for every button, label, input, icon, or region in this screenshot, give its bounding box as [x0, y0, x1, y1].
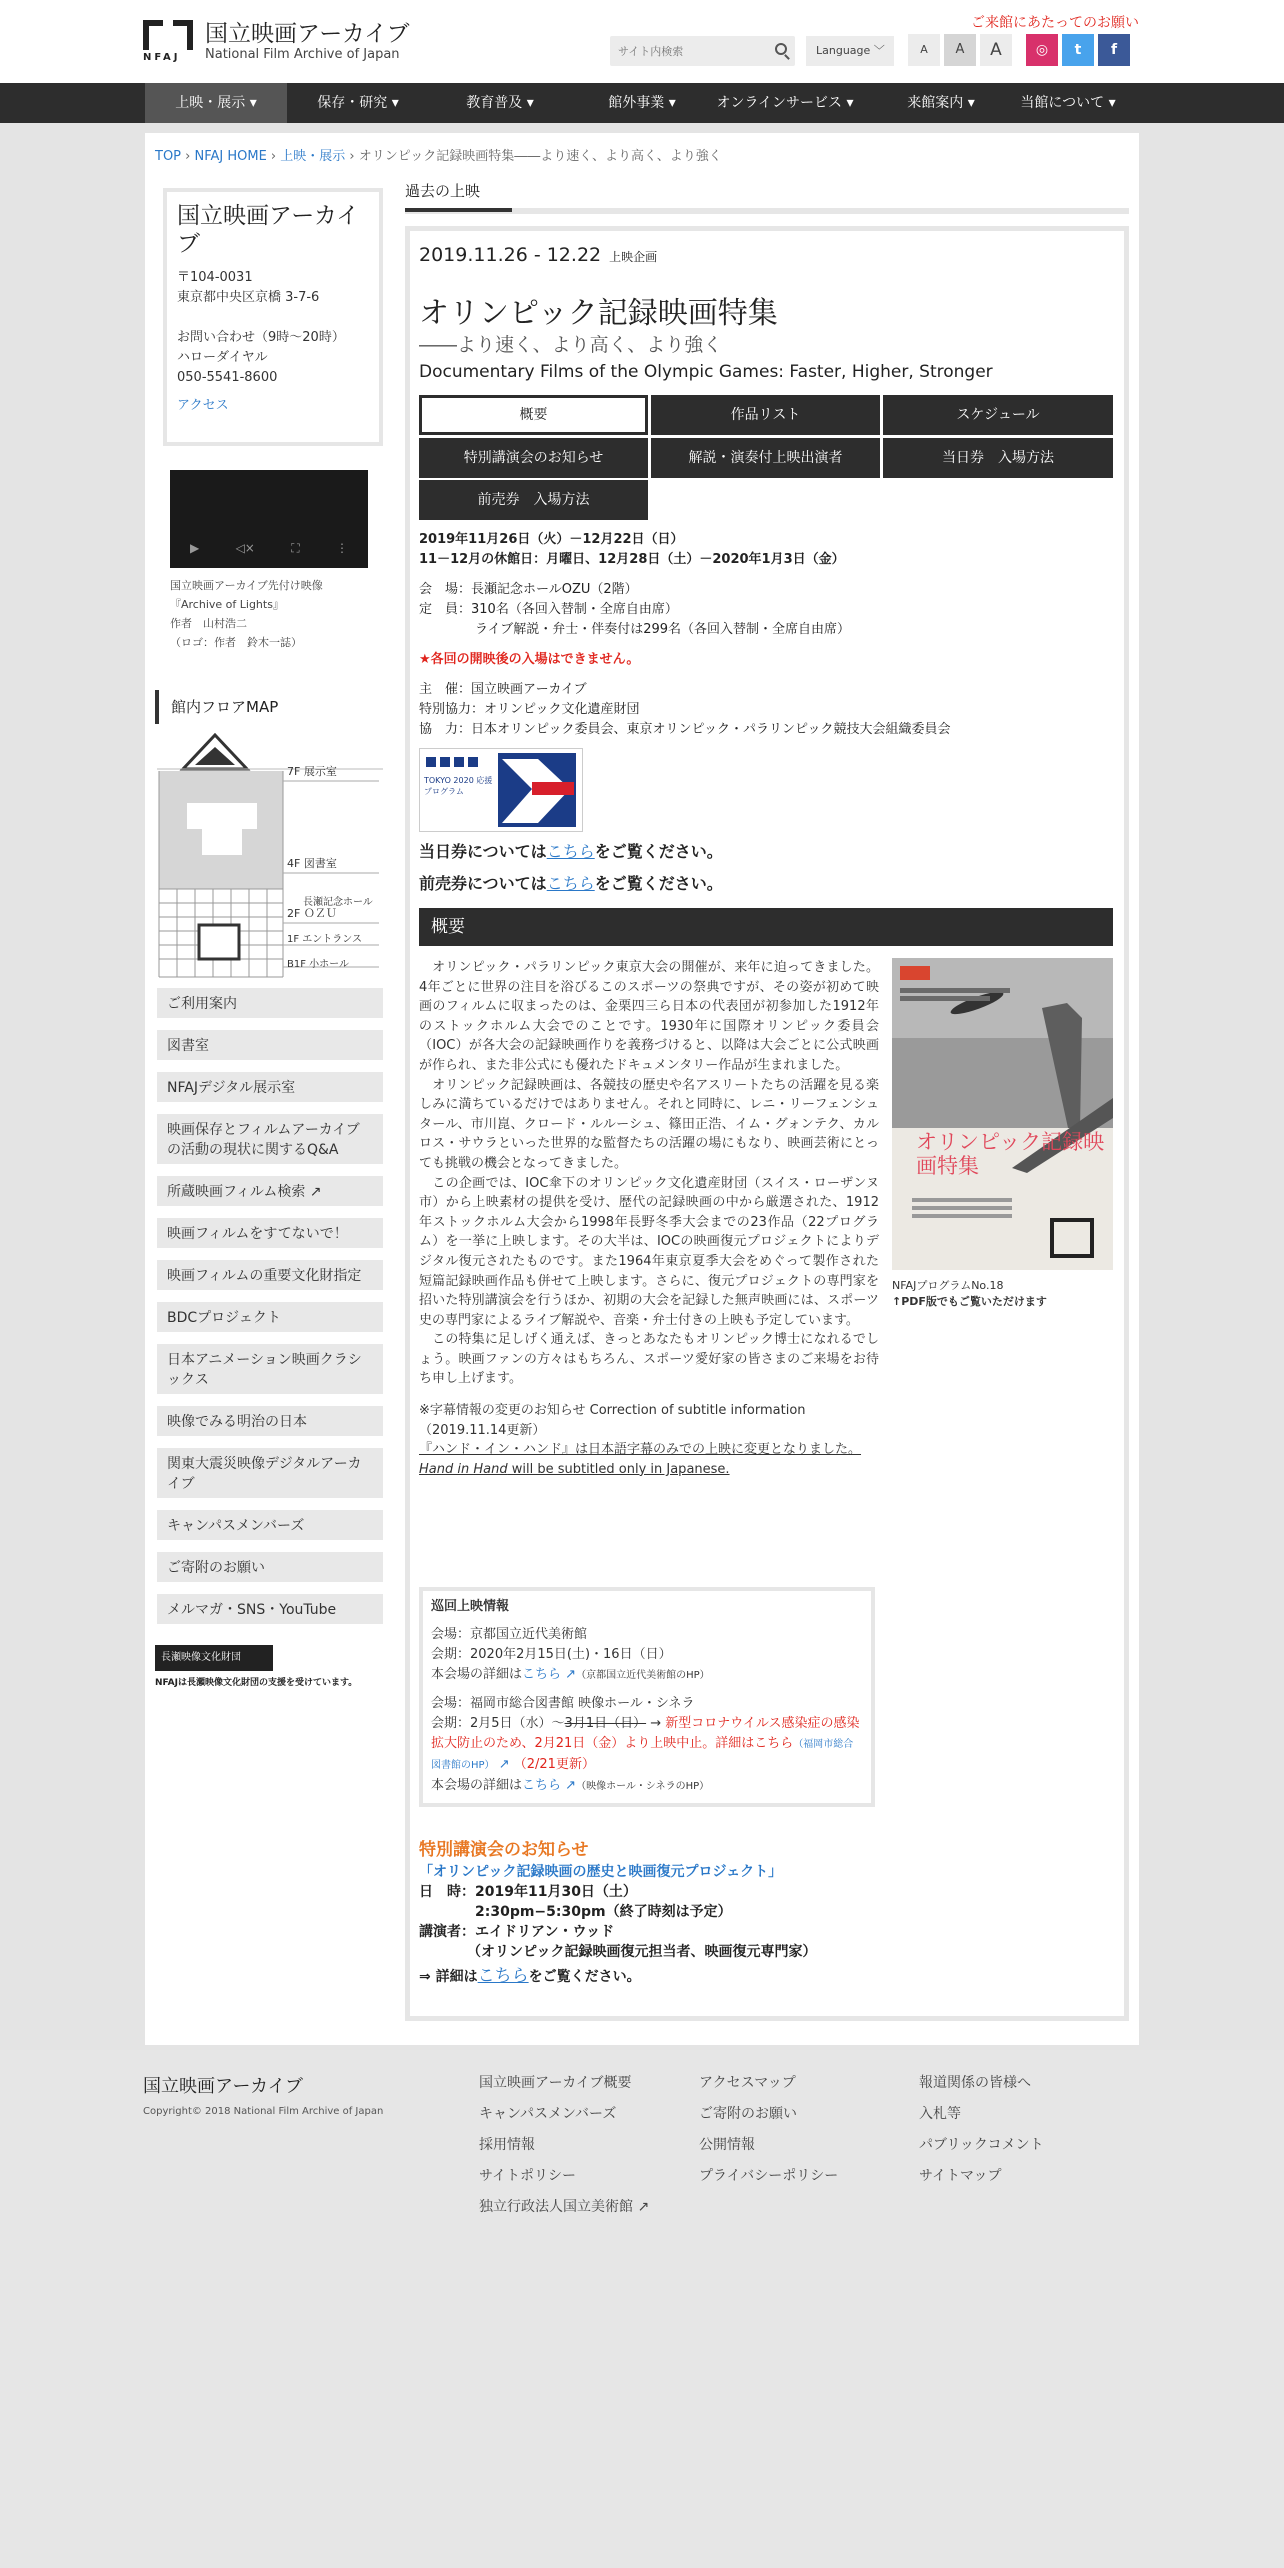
mute-icon[interactable]: ◁×: [235, 541, 255, 555]
nfaj-logo-mark: NFAJ: [143, 18, 193, 64]
organizer: 主 催：国立映画アーカイブ: [419, 682, 587, 697]
address: 東京都中央区京橋 3-7-6: [177, 290, 320, 305]
advance-ticket-note: 前売券についてはこちらをご覧ください。: [419, 874, 723, 893]
floor-2f-label: 2F ＯＺＵ: [287, 907, 337, 920]
sidebar-item-earthquake[interactable]: 関東大震災映像デジタルアーカイブ: [157, 1448, 383, 1498]
nav-item-online[interactable]: オンラインサービス ▾: [716, 95, 854, 111]
capacity: 定 員：310名（各回入替制・全席自由席）: [419, 602, 678, 617]
copyright: Copyright© 2018 National Film Archive of Japan: [143, 2106, 384, 2117]
program-poster[interactable]: [892, 958, 1113, 1270]
venue: 会 場：長瀬記念ホールOZU（2階）: [419, 582, 638, 597]
breadcrumb-home[interactable]: NFAJ HOME: [194, 149, 267, 164]
contact-label: お問い合わせ（9時～20時）: [177, 330, 345, 345]
section-underline: [405, 208, 1129, 214]
footer-link-access-map[interactable]: アクセスマップ: [699, 2075, 796, 2091]
visit-notice-link[interactable]: ご来館にあたってのお願い: [971, 15, 1139, 31]
lecture-notice: 特別講演会のお知らせ 「オリンピック記録映画の歴史と映画復元プロジェクト」 日 時：2019年11月30日（土） 2:30pm−5:30pm（終了時刻は予定） 講演者：エイドリアン・ウッド （オリンピック記録映画復元担当者、映画復元専門家） ⇒ 詳細はこちらをご覧ください。: [419, 1840, 817, 1986]
sidebar-item-film-search[interactable]: 所蔵映画フィルム検索 ↗: [157, 1176, 383, 1206]
english-title: Documentary Films of the Olympic Games: Faster, Higher, Stronger: [419, 362, 993, 382]
fukuoka-cancel-link[interactable]: こちら: [754, 1736, 794, 1751]
more-icon[interactable]: ⋮: [335, 541, 348, 555]
access-link[interactable]: アクセス: [177, 398, 229, 413]
closed-days: 11－12月の休館日：月曜日、12月28日（土）－2020年1月3日（金）: [419, 552, 845, 567]
tab-overview[interactable]: 概要: [419, 395, 648, 435]
sidebar-item-cultural-property[interactable]: 映画フィルムの重要文化財指定: [157, 1260, 383, 1290]
search-box: [610, 36, 795, 66]
twitter-icon[interactable]: t: [1062, 34, 1094, 66]
language-select[interactable]: Language ﹀: [806, 36, 894, 66]
page-subtitle: ――より速く、より高く、より強く: [419, 334, 723, 356]
nav-item-visit[interactable]: 来館案内 ▾: [907, 95, 975, 111]
floor-map-heading: 館内フロアMAP: [155, 690, 383, 724]
floor-map[interactable]: [157, 733, 383, 979]
logo-name-en: National Film Archive of Japan: [205, 46, 400, 62]
sidebar-item-dont-discard[interactable]: 映画フィルムをすてないで！: [157, 1218, 383, 1248]
play-icon[interactable]: ▶: [190, 541, 200, 555]
past-screenings-label: 過去の上映: [405, 182, 481, 200]
sidebar-item-donation[interactable]: ご寄附のお願い: [157, 1552, 383, 1582]
facebook-icon[interactable]: f: [1098, 34, 1130, 66]
breadcrumb-screenings[interactable]: 上映・展示: [280, 149, 346, 164]
site-logo[interactable]: [143, 18, 409, 64]
tab-film-list[interactable]: 作品リスト: [651, 395, 880, 435]
breadcrumb-top[interactable]: TOP: [155, 149, 182, 164]
entry-warning: ★各回の開映後の入場はできません。: [419, 652, 640, 667]
nav-item-preservation[interactable]: 保存・研究 ▾: [317, 95, 399, 111]
sidebar-item-bdc[interactable]: BDCプロジェクト: [157, 1302, 383, 1332]
footer-link-donation[interactable]: ご寄附のお願い: [699, 2106, 797, 2122]
correction-title: ※字幕情報の変更のお知らせ Correction of subtitle information: [419, 1403, 806, 1419]
fukuoka-link[interactable]: こちら: [522, 1778, 562, 1793]
sidebar-title: 国立映画アーカイブ: [177, 203, 360, 257]
font-size-large-button[interactable]: A: [980, 34, 1012, 66]
page-title: オリンピック記録映画特集: [419, 296, 778, 331]
breadcrumb-current: オリンピック記録映画特集――より速く、より高く、より強く: [358, 149, 722, 164]
tab-performers[interactable]: 解説・演奏付上映出演者: [651, 438, 880, 478]
nav-item-education[interactable]: 教育普及 ▾: [466, 95, 534, 111]
floor-b1f-label: B1F 小ホール: [287, 959, 349, 970]
sidebar-item-campus[interactable]: キャンパスメンバーズ: [157, 1510, 383, 1540]
footer-link-public-comment[interactable]: パブリックコメント: [919, 2137, 1044, 2153]
external-link-icon: ↗: [565, 1778, 577, 1793]
sidebar-item-digital-gallery[interactable]: NFAJデジタル展示室: [157, 1072, 383, 1102]
correction-en: Hand in Hand will be subtitled only in Japanese.: [419, 1461, 730, 1477]
sidebar-item-sns[interactable]: メルマガ・SNS・YouTube: [157, 1594, 383, 1624]
global-nav: [0, 83, 1284, 123]
video-caption: 国立映画アーカイブ先付け映像 『Archive of Lights』 作者 山村浩二 （ロゴ：作者 鈴木一誌）: [170, 579, 323, 649]
floor-4f-label: 4F 図書室: [287, 857, 337, 870]
sidebar-item-library[interactable]: 図書室: [157, 1030, 383, 1060]
poster-caption: NFAJプログラムNo.18 ↑PDF版でもご覧いただけます: [892, 1279, 1047, 1308]
event-date: 2019.11.26 - 12.22 上映企画: [419, 244, 658, 266]
floor-7f-label: 7F 展示室: [287, 765, 337, 778]
nav-item-about[interactable]: 当館について ▾: [1020, 95, 1116, 111]
breadcrumb: TOP › NFAJ HOME › 上映・展示 › オリンピック記録映画特集――より速く、より高く、より強く: [155, 149, 722, 164]
tab-schedule[interactable]: スケジュール: [883, 395, 1113, 435]
footer-link-sitemap[interactable]: サイトマップ: [919, 2168, 1002, 2184]
address-box: [163, 188, 383, 446]
footer-link-disclosure[interactable]: 公開情報: [699, 2137, 755, 2153]
correction-date: （2019.11.14更新）: [419, 1422, 546, 1438]
tab-lecture[interactable]: 特別講演会のお知らせ: [419, 438, 648, 478]
poster-pdf-link[interactable]: ↑PDF版でもご覧いただけます: [892, 1295, 1047, 1308]
search-input[interactable]: [610, 36, 760, 66]
footer-col-2: [699, 2072, 838, 2196]
capacity-live: ライブ解説・弁士・伴奏付は299名（各回入替制・全席自由席）: [475, 622, 851, 637]
footer-link-campus[interactable]: キャンパスメンバーズ: [479, 2106, 617, 2122]
foundation-note: NFAJは長瀬映像文化財団の支援を受けています。: [155, 1678, 358, 1688]
lecture-heading: 特別講演会のお知らせ: [419, 1840, 589, 1860]
poster-title: オリンピック記録映画特集: [916, 1130, 1105, 1178]
footer-name: 国立映画アーカイブ: [143, 2076, 304, 2097]
sidebar-item-meiji[interactable]: 映像でみる明治の日本: [157, 1406, 383, 1436]
postal-code: 〒104-0031: [177, 270, 253, 285]
footer-link-bidding[interactable]: 入札等: [919, 2106, 961, 2122]
kyoto-link[interactable]: こちら: [522, 1667, 562, 1682]
floor-hall-label: 長瀬記念ホール: [303, 897, 373, 908]
tokyo2020-program-logo: TOKYO 2020 応援プログラム: [419, 748, 583, 832]
sameday-ticket-link[interactable]: こちら: [546, 842, 595, 861]
sidebar-item-qa[interactable]: 映画保存とフィルムアーカイブの活動の現状に関するQ&A: [157, 1114, 383, 1164]
sidebar-item-guide[interactable]: ご利用案内: [157, 988, 383, 1018]
cooperation: 協 力：日本オリンピック委員会、東京オリンピック・パラリンピック競技大会組織委員会: [419, 722, 951, 737]
touring-title: 巡回上映情報: [431, 1599, 510, 1614]
fullscreen-icon[interactable]: ⛶: [291, 541, 300, 555]
site-header: [0, 0, 1284, 83]
intro-video-player[interactable]: [170, 470, 368, 568]
event-period: 2019年11月26日（火）－12月22日（日）: [419, 532, 684, 547]
footer-link-site-policy[interactable]: サイトポリシー: [479, 2168, 577, 2184]
foundation-logo: 長瀬映像文化財団: [155, 1645, 273, 1671]
search-icon[interactable]: [775, 43, 787, 55]
sidebar-item-animation[interactable]: 日本アニメーション映画クラシックス: [157, 1344, 383, 1394]
floor-1f-label: 1F エントランス: [287, 934, 362, 945]
phone-number: 050-5541-8600: [177, 370, 278, 385]
site-footer: [0, 2050, 1284, 2568]
sameday-ticket-note: 当日券についてはこちらをご覧ください。: [419, 842, 723, 861]
dial-label: ハローダイヤル: [177, 350, 268, 365]
font-size-small-button[interactable]: A: [908, 34, 940, 66]
footer-link-press[interactable]: 報道関係の皆様へ: [919, 2075, 1031, 2091]
footer-col-1: [479, 2072, 649, 2227]
overview-heading: 概要: [419, 908, 1113, 946]
external-link-icon: ↗: [637, 2199, 650, 2215]
footer-link-recruit[interactable]: 採用情報: [479, 2137, 535, 2153]
tab-advance-ticket[interactable]: 前売券 入場方法: [419, 480, 648, 520]
footer-link-overview[interactable]: 国立映画アーカイブ概要: [479, 2075, 632, 2091]
foundation-banner[interactable]: [155, 1645, 357, 1688]
tab-sameday-ticket[interactable]: 当日券 入場方法: [883, 438, 1113, 478]
font-size-medium-button[interactable]: A: [944, 34, 976, 66]
special-support: 特別協力：オリンピック文化遺産財団: [419, 702, 640, 717]
lecture-name: 「オリンピック記録映画の歴史と映画復元プロジェクト」: [419, 1864, 783, 1880]
touring-info-box: 巡回上映情報 会場：京都国立近代美術館 会期：2020年2月15日(土)・16日（日） 本会場の詳細はこちら ↗（京都国立近代美術館のHP） 会場：福岡市総合図書館 映像ホール・シネラ 会期：2月5日（水）～3月1日（日） → 新型コロナウイルス感染症の感染拡大防止のため、2月21日（金）より上映中止。詳細はこちら（福岡市総合図書館のHP） ↗ （2/21更新） 本会場の詳細はこちら ↗（映像ホール・シネラのHP）: [419, 1587, 875, 1807]
external-link-icon: ↗: [565, 1667, 577, 1682]
logo-name-jp: 国立映画アーカイブ: [205, 20, 410, 47]
nav-item-outreach[interactable]: 館外事業 ▾: [608, 95, 676, 111]
nav-item-screenings[interactable]: 上映・展示 ▾: [145, 83, 287, 123]
external-link-icon: ↗: [498, 1757, 510, 1772]
advance-ticket-link[interactable]: こちら: [546, 874, 595, 893]
footer-col-3: [919, 2072, 1044, 2196]
lecture-detail-link[interactable]: こちら: [477, 1966, 529, 1986]
instagram-icon[interactable]: ◎: [1026, 34, 1058, 66]
footer-link-privacy[interactable]: プライバシーポリシー: [699, 2168, 839, 2184]
external-link-icon: ↗: [309, 1184, 322, 1200]
footer-link-national-museum[interactable]: 独立行政法人国立美術館 ↗: [479, 2199, 650, 2215]
correction-jp: 『ハンド・イン・ハンド』は日本語字幕のみでの上映に変更となりました。: [419, 1442, 862, 1458]
chevron-down-icon: ﹀: [873, 44, 885, 57]
overview-text: オリンピック・パラリンピック東京大会の開催が、来年に迫ってきました。4年ごとに世界の注目を浴びるこのスポーツの祭典ですが、その姿が初めて映画のフィルムに収まったのは、金栗四三ら日本の代表団が初参加した1912年のストックホルム大会でのことです。1930年に国際オリンピック委員会（IOC）が各大会の記録映画作りを義務づけると、以降は大会ごとに公式映画が作られ、また非公式にも優れたドキュメンタリー作品が生まれました。 オリンピック記録映画は、各競技の歴史や名アスリートたちの活躍を見る楽しみに満ちているだけではありません。それと同時に、レニ・リーフェンシュタール、市川崑、クロード・ルルーシュ、篠田正浩、イム・グォンテク、カルロス・サウラといった世界的な監督たちの活躍の場にもなり、映画芸術にとっても挑戦の機会となってきました。 この企画では、IOC傘下のオリンピック文化遺産財団（スイス・ローザンヌ市）から上映素材の提供を受け、歴代の記録映画の中から厳選された、1912年ストックホルム大会から1998年長野冬季大会までの23作品（22プログラム）を一挙に上映します。その大半は、IOCの映画復元プロジェクトによりデジタル復元されたものです。また1964年東京夏季大会をめぐって製作された短篇記録映画作品も併せて上映します。さらに、復元プロジェクトの専門家を招いた特別講演会を行うほか、初期の大会を記録した無声映画には、スポーツ史の専門家によるライブ解説や、音楽・弁士付きの上映も予定しています。 この特集に足しげく通えば、きっとあなたもオリンピック博士になれるでしょう。映画ファンの方々はもちろん、スポーツ愛好家の皆さまのご来場をお待ち申し上げます。 ※字幕情報の変更のお知らせ Correction of subtitle information （2019.11.14更新） 『ハンド・イン・ハンド』は日本語字幕のみでの上映に変更となりました。 Hand in Hand will be subtitled only in Japanese.: [419, 958, 879, 1479]
